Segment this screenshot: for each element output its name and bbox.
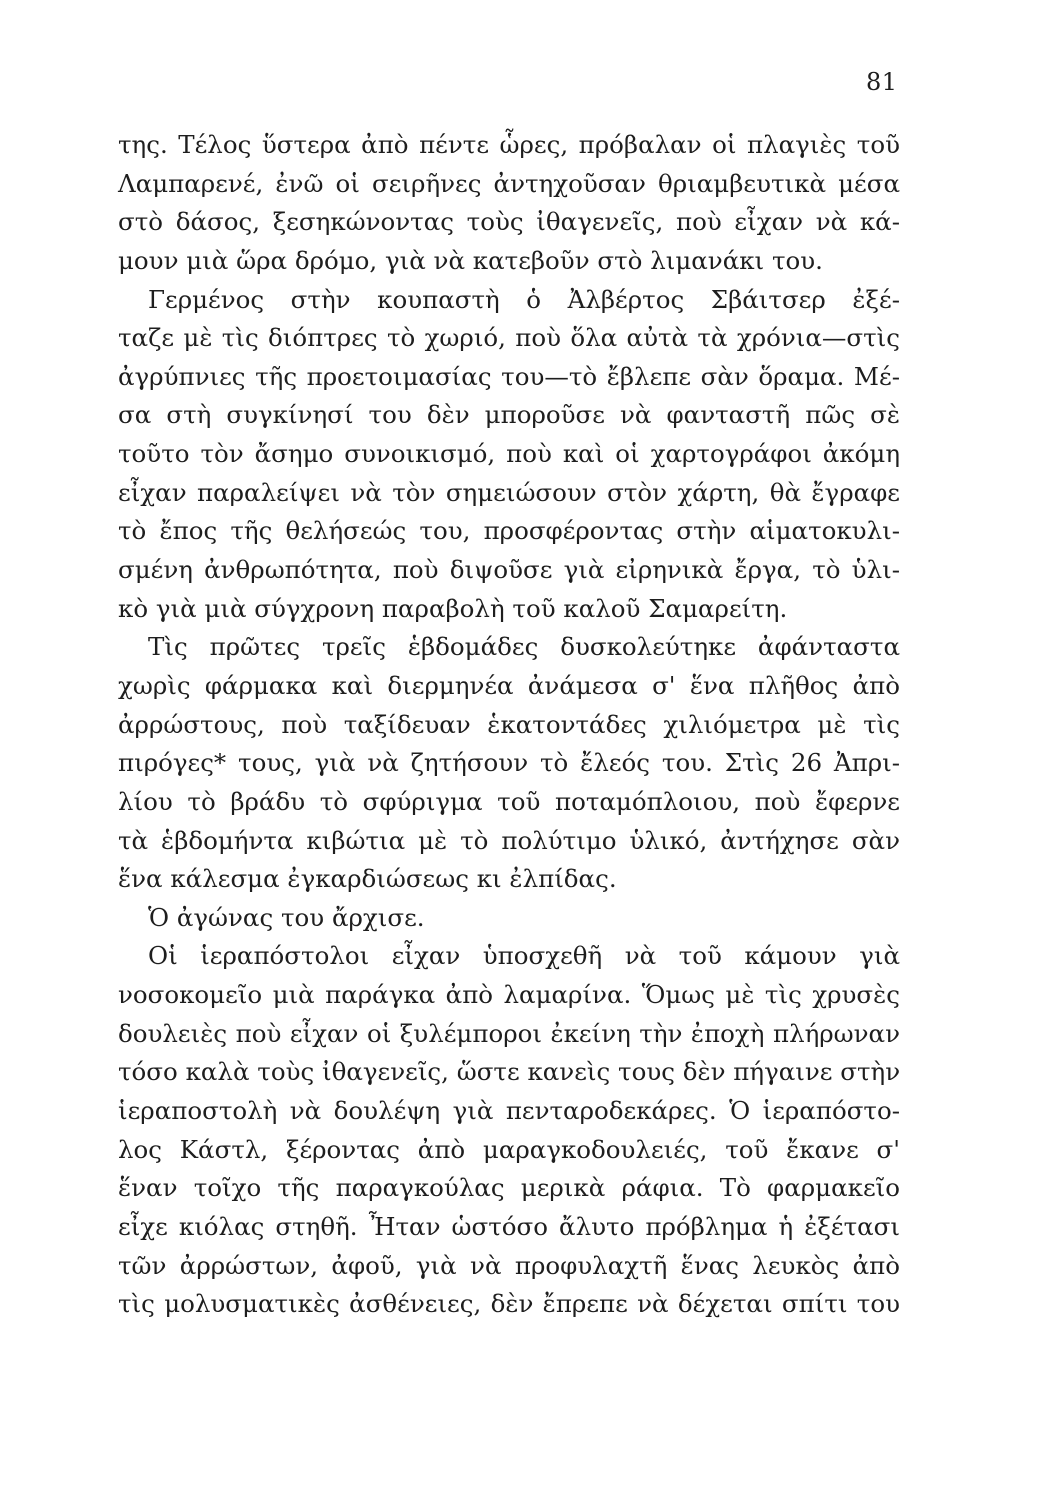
text-line: νοσοκομεῖο μιὰ παράγκα ἀπὸ λαμαρίνα. Ὅμως μὲ τὶς χρυσὲς bbox=[118, 980, 900, 1010]
text-line: της. Τέλος ὕστερα ἀπὸ πέντε ὧρες, πρόβαλαν οἱ πλαγιὲς τοῦ bbox=[118, 130, 900, 159]
text-line: ἕναν τοῖχο τῆς παραγκούλας μερικὰ ράφια. Τὸ φαρμακεῖο bbox=[118, 1173, 900, 1203]
text-line: πιρόγες* τους, γιὰ νὰ ζητήσουν τὸ ἔλεός του. Στὶς 26 Ἀπρι- bbox=[118, 748, 900, 778]
text-line: Τὶς πρῶτες τρεῖς ἑβδομάδες δυσκολεύτηκε ἀφάνταστα bbox=[148, 632, 900, 662]
text-line: σα στὴ συγκίνησί του δὲν μποροῦσε νὰ φανταστῆ πῶς σὲ bbox=[118, 400, 900, 430]
text-line: στὸ δάσος, ξεσηκώνοντας τοὺς ἰθαγενεῖς, ποὺ εἶχαν νὰ κά- bbox=[118, 207, 900, 237]
text-line: δουλειὲς ποὺ εἶχαν οἱ ξυλέμποροι ἐκείνη τὴν ἐποχὴ πλήρωναν bbox=[118, 1018, 900, 1048]
text-line: ἕνα κάλεσμα ἐγκαρδιώσεως κι ἐλπίδας. bbox=[118, 864, 617, 894]
text-line: ἀγρύπνιες τῆς προετοιμασίας του—τὸ ἔβλεπε σὰν ὅραμα. Μέ- bbox=[118, 361, 900, 391]
text-line: τῶν ἀρρώστων, ἀφοῦ, γιὰ νὰ προφυλαχτῆ ἕνας λευκὸς ἀπὸ bbox=[118, 1250, 900, 1280]
body-text bbox=[118, 126, 900, 1324]
text-line: λος Κάστλ, ξέροντας ἀπὸ μαραγκοδουλειές, τοῦ ἔκανε σ' bbox=[118, 1134, 900, 1164]
text-line: τοῦτο τὸν ἄσημο συνοικισμό, ποὺ καὶ οἱ χαρτογράφοι ἀκόμη bbox=[118, 439, 900, 469]
text-line: Λαμπαρενέ, ἐνῶ οἱ σειρῆνες ἀντηχοῦσαν θριαμβευτικὰ μέσα bbox=[118, 168, 900, 198]
text-line: εἶχε κιόλας στηθῆ. Ἦταν ὡστόσο ἄλυτο πρόβλημα ἡ ἐξέτασι bbox=[118, 1211, 900, 1241]
text-line: ταζε μὲ τὶς διόπτρες τὸ χωριό, ποὺ ὅλα αὐτὰ τὰ χρόνια—στὶς bbox=[118, 323, 900, 353]
text-line: μουν μιὰ ὥρα δρόμο, γιὰ νὰ κατεβοῦν στὸ λιμανάκι του. bbox=[118, 245, 823, 275]
text-line: εἶχαν παραλείψει νὰ τὸν σημειώσουν στὸν χάρτη, θὰ ἔγραφε bbox=[118, 477, 900, 507]
text-line: τόσο καλὰ τοὺς ἰθαγενεῖς, ὥστε κανεὶς τους δὲν πήγαινε στὴν bbox=[118, 1057, 901, 1087]
text-line: τὶς μολυσματικὲς ἀσθένειες, δὲν ἔπρεπε νὰ δέχεται σπίτι του bbox=[118, 1289, 900, 1319]
page-number: 81 bbox=[866, 68, 898, 96]
text-line: χωρὶς φάρμακα καὶ διερμηνέα ἀνάμεσα σ' ἕνα πλῆθος ἀπὸ bbox=[118, 670, 900, 700]
text-line: τὰ ἑβδομήντα κιβώτια μὲ τὸ πολύτιμο ὑλικό, ἀντήχησε σὰν bbox=[118, 825, 900, 855]
text-line: ἱεραποστολὴ νὰ δουλέψη γιὰ πενταροδεκάρες. Ὁ ἱεραπόστο- bbox=[118, 1096, 900, 1126]
text-line: ἀρρώστους, ποὺ ταξίδευαν ἑκατοντάδες χιλιόμετρα μὲ τὶς bbox=[118, 709, 900, 739]
text-line: Ὁ ἀγώνας του ἄρχισε. bbox=[148, 902, 425, 932]
text-line: Οἱ ἱεραπόστολοι εἶχαν ὑποσχεθῆ νὰ τοῦ κάμουν γιὰ bbox=[148, 941, 900, 971]
text-line: λίου τὸ βράδυ τὸ σφύριγμα τοῦ ποταμόπλοιου, ποὺ ἔφερνε bbox=[118, 786, 900, 816]
text-line: σμένη ἀνθρωπότητα, ποὺ διψοῦσε γιὰ εἰρηνικὰ ἔργα, τὸ ὑλι- bbox=[118, 555, 900, 585]
text-line: τὸ ἔπος τῆς θελήσεώς του, προσφέροντας στὴν αἱματοκυλι- bbox=[118, 516, 900, 546]
text-line: Γερμένος στὴν κουπαστὴ ὁ Ἀλβέρτος Σβάιτσερ ἐξέ- bbox=[148, 284, 900, 314]
text-line: κὸ γιὰ μιὰ σύγχρονη παραβολὴ τοῦ καλοῦ Σαμαρείτη. bbox=[118, 593, 788, 623]
